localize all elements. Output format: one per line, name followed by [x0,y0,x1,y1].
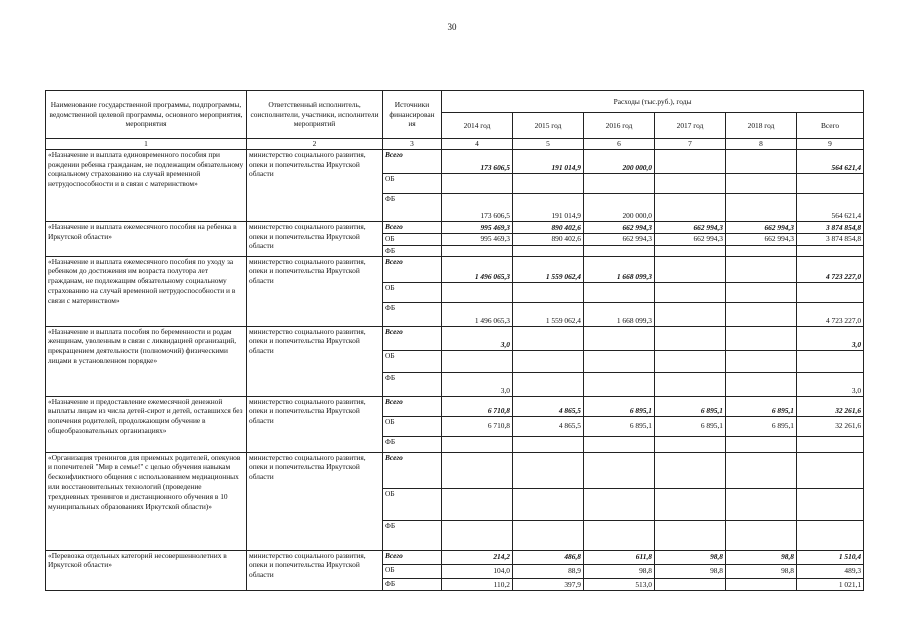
header-total: Всего [797,113,864,139]
year-value: 214,2 [442,550,513,564]
year-value: 6 895,1 [584,416,655,436]
year-value [584,326,655,350]
year-value: 1 496 065,3 [442,302,513,326]
year-value: 662 994,3 [726,221,797,233]
total-value [797,488,864,520]
table-row [46,396,864,416]
year-value: 1 559 062,4 [513,256,584,282]
funding-source: ОБ [383,488,442,520]
year-value: 662 994,3 [655,221,726,233]
total-value: 3,0 [797,372,864,396]
funding-source: ОБ [383,173,442,193]
year-value [584,436,655,452]
year-value [442,436,513,452]
executor-name: министерство социального развития, опеки и попечительства Иркутской области [247,256,383,326]
total-value: 3 874 854,8 [797,221,864,233]
total-value [797,173,864,193]
table-row [46,221,864,233]
year-value [726,193,797,221]
total-value: 3 874 854,8 [797,233,864,245]
year-value: 662 994,3 [584,221,655,233]
year-value [442,282,513,302]
funding-source: ФБ [383,372,442,396]
total-value [797,452,864,488]
funding-source: ОБ [383,233,442,245]
year-value [513,488,584,520]
funding-source: Всего [383,149,442,173]
year-value [513,520,584,550]
funding-source: Всего [383,326,442,350]
year-value: 1 496 065,3 [442,256,513,282]
measure-name: «Назначение и выплата ежемесячного пособия на ребенка в Иркутской области» [46,221,247,256]
year-value: 98,8 [726,564,797,578]
year-value [655,302,726,326]
funding-source: ОБ [383,350,442,372]
year-value: 173 606,5 [442,193,513,221]
funding-source: ОБ [383,416,442,436]
year-value [584,282,655,302]
year-value [584,488,655,520]
total-value: 32 261,6 [797,416,864,436]
year-value [726,452,797,488]
year-value: 98,8 [655,564,726,578]
table-row [46,452,864,488]
year-value [655,578,726,590]
year-value [655,326,726,350]
year-value [726,302,797,326]
year-value [442,520,513,550]
year-value [513,372,584,396]
year-value [513,326,584,350]
year-value: 611,8 [584,550,655,564]
year-value [513,452,584,488]
year-value: 662 994,3 [726,233,797,245]
header-expenses: Расходы (тыс.руб.), годы [442,91,864,113]
year-value: 995 469,3 [442,221,513,233]
executor-name: министерство социального развития, опеки и попечительства Иркутской области [247,452,383,550]
total-value [797,282,864,302]
total-value: 4 723 227,0 [797,302,864,326]
year-value: 6 895,1 [726,416,797,436]
table-row [46,256,864,282]
year-value [655,488,726,520]
column-number: 8 [726,139,797,150]
year-value: 6 710,8 [442,416,513,436]
total-value: 1 510,4 [797,550,864,564]
year-value [726,350,797,372]
year-value: 4 865,5 [513,396,584,416]
header-year: 2016 год [584,113,655,139]
column-number: 3 [383,139,442,150]
executor-name: министерство социального развития, опеки и попечительства Иркутской области [247,326,383,396]
year-value: 1 668 099,3 [584,302,655,326]
year-value [513,245,584,256]
year-value: 397,9 [513,578,584,590]
executor-name: министерство социального развития, опеки и попечительства Иркутской области [247,221,383,256]
funding-source: ФБ [383,193,442,221]
year-value: 98,8 [584,564,655,578]
funding-source: Всего [383,221,442,233]
table-row [46,326,864,350]
year-value [655,452,726,488]
year-value: 3,0 [442,326,513,350]
year-value: 890 402,6 [513,221,584,233]
measure-name: «Перевозка отдельных категорий несовершеннолетних в Иркутской области» [46,550,247,590]
year-value [655,282,726,302]
year-value: 6 710,8 [442,396,513,416]
year-value [584,173,655,193]
year-value: 662 994,3 [584,233,655,245]
total-value [797,350,864,372]
year-value [655,245,726,256]
year-value: 191 014,9 [513,193,584,221]
year-value [584,452,655,488]
year-value: 6 895,1 [584,396,655,416]
funding-source: Всего [383,452,442,488]
year-value [726,326,797,350]
year-value [513,350,584,372]
year-value: 486,8 [513,550,584,564]
column-number: 9 [797,139,864,150]
year-value: 88,9 [513,564,584,578]
total-value: 564 621,4 [797,149,864,173]
year-value [513,173,584,193]
year-value: 6 895,1 [726,396,797,416]
table-row [46,149,864,173]
funding-source: Всего [383,256,442,282]
total-value [797,245,864,256]
year-value [655,256,726,282]
year-value [726,578,797,590]
header-sources: Источники финансирован ия [383,91,442,139]
year-value: 6 895,1 [655,416,726,436]
funding-source: ОБ [383,282,442,302]
column-number: 4 [442,139,513,150]
year-value [726,372,797,396]
measure-name: «Назначение и выплата единовременного пособия при рождении ребенка гражданам, не подлежащим обязательному социальному страхованию на случай временной нетрудоспособности и в связи с материнством» [46,149,247,221]
year-value [726,173,797,193]
measure-name: «Назначение и предоставление ежемесячной денежной выплаты лицам из числа детей-сирот и детей, оставшихся без попечения родителей, продолжающим обучение в общеобразовательных организациях» [46,396,247,452]
year-value [726,488,797,520]
column-number: 1 [46,139,247,150]
year-value [442,350,513,372]
funding-source: ФБ [383,578,442,590]
header-program-name: Наименование государственной программы, подпрограммы, ведомственной целевой программы, основного мероприятия, мероприятия [46,91,247,139]
year-value [584,372,655,396]
total-value: 564 621,4 [797,193,864,221]
column-number: 6 [584,139,655,150]
year-value: 191 014,9 [513,149,584,173]
funding-source: ФБ [383,436,442,452]
year-value: 173 606,5 [442,149,513,173]
total-value: 3,0 [797,326,864,350]
total-value: 489,3 [797,564,864,578]
year-value [726,282,797,302]
year-value: 1 668 099,3 [584,256,655,282]
funding-source: ОБ [383,564,442,578]
year-value [442,452,513,488]
year-value: 200 000,0 [584,149,655,173]
year-value [655,173,726,193]
year-value [442,245,513,256]
funding-source: Всего [383,550,442,564]
year-value: 4 865,5 [513,416,584,436]
year-value: 1 559 062,4 [513,302,584,326]
year-value: 662 994,3 [655,233,726,245]
funding-source: ФБ [383,520,442,550]
header-year: 2015 год [513,113,584,139]
year-value: 890 402,6 [513,233,584,245]
year-value [442,173,513,193]
total-value [797,520,864,550]
page-number: 30 [447,22,457,32]
total-value: 4 723 227,0 [797,256,864,282]
table-row [46,550,864,564]
measure-name: «Назначение и выплата пособия по беременности и родам женщинам, уволенным в связи с ликвидацией организаций, прекращением деятельности (полномочий) физическими лицами в установленном порядке» [46,326,247,396]
measure-name: «Назначение и выплата ежемесячного пособия по уходу за ребенком до достижения им возраста полутора лет гражданам, не подлежащим обязательному социальному страхованию на случай временной нетрудоспособности и в связи с материнством» [46,256,247,326]
header-year: 2014 год [442,113,513,139]
header-year: 2017 год [655,113,726,139]
year-value: 995 469,3 [442,233,513,245]
executor-name: министерство социального развития, опеки и попечительства Иркутской области [247,550,383,590]
funding-source: ФБ [383,245,442,256]
funding-source: ФБ [383,302,442,326]
year-value [726,436,797,452]
year-value: 98,8 [655,550,726,564]
year-value [655,350,726,372]
year-value [655,520,726,550]
year-value [442,488,513,520]
year-value [513,282,584,302]
column-number: 7 [655,139,726,150]
year-value: 110,2 [442,578,513,590]
year-value [726,256,797,282]
year-value [726,520,797,550]
year-value [655,436,726,452]
year-value: 3,0 [442,372,513,396]
expenses-table [45,90,864,591]
year-value [655,193,726,221]
executor-name: министерство социального развития, опеки и попечительства Иркутской области [247,149,383,221]
header-executor: Ответственный исполнитель, соисполнители, участники, исполнители мероприятий [247,91,383,139]
year-value [726,149,797,173]
year-value [584,520,655,550]
total-value: 1 021,1 [797,578,864,590]
column-number: 2 [247,139,383,150]
funding-source: Всего [383,396,442,416]
year-value [726,245,797,256]
year-value: 104,0 [442,564,513,578]
year-value: 513,0 [584,578,655,590]
executor-name: министерство социального развития, опеки и попечительства Иркутской области [247,396,383,452]
year-value [584,350,655,372]
year-value [655,372,726,396]
year-value: 98,8 [726,550,797,564]
column-number: 5 [513,139,584,150]
year-value [584,245,655,256]
year-value: 6 895,1 [655,396,726,416]
measure-name: «Организация тренингов для приемных родителей, опекунов и попечителей "Мир в семье!" с целью обучения навыкам бесконфликтного общения с использованием медиационных или восстановительных технологий (проведение трехдневных тренингов и дистанционного обучения в 10 муниципальных образованиях Иркутской области)» [46,452,247,550]
total-value: 32 261,6 [797,396,864,416]
total-value [797,436,864,452]
year-value: 200 000,0 [584,193,655,221]
year-value [655,149,726,173]
header-year: 2018 год [726,113,797,139]
year-value [513,436,584,452]
